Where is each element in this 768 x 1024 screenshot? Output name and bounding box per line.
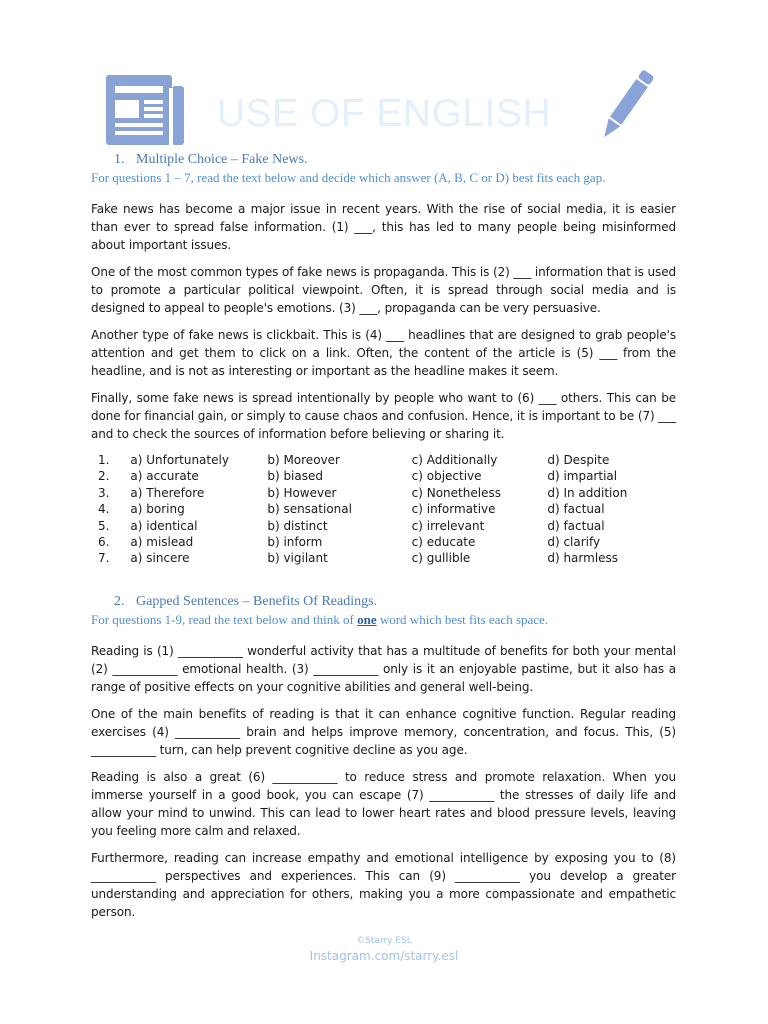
copyright-text: ©Starry ESL (356, 936, 412, 946)
answer-option-a: a) identical (130, 518, 198, 533)
answer-option-c: c) informative (411, 502, 496, 517)
paragraph: Finally, some fake news is spread intentionally by people who want to (6) ___ others. This can be done for financial gain, or simply to cause chaos and confusion. Hence, it is important to be (7) ___ and to check the sources of information before believing or sharing it. (91, 391, 676, 441)
answer-option-d: d) Despite (547, 453, 610, 467)
answer-option-b: b) However (267, 485, 337, 500)
answer-option-a: a) mislead (130, 535, 194, 550)
instagram-link[interactable]: Instagram.com/starry.esl (309, 949, 459, 963)
answer-option-b: b) vigilant (267, 551, 328, 566)
answer-option-a: a) sincere (130, 551, 190, 566)
question-number: 3. (98, 485, 110, 500)
answer-option-a: a) Therefore (130, 485, 205, 500)
answer-option-d: d) In addition (547, 485, 628, 500)
question-number: 4. (98, 502, 110, 517)
option-row (91, 501, 676, 517)
answer-option-b: b) biased (267, 469, 323, 484)
answer-option-c: c) gullible (411, 551, 471, 566)
paragraph: Fake news has become a major issue in recent years. With the rise of social media, it is easier than ever to spread false information. (1) ___, this has led to many people being misinformed about important issues. (91, 202, 676, 252)
paragraph: Another type of fake news is clickbait. This is (4) ___ headlines that are designed to grab people's attention and get them to click on a link. Often, the content of the article is (5) ___ from the headline, and is not as interesting or important as the headline makes it seem. (91, 328, 676, 378)
page-title: USE OF ENGLISH (216, 92, 552, 135)
section-heading: 1. Multiple Choice – Fake News. (114, 152, 308, 167)
option-row (91, 534, 676, 550)
answer-option-d: d) impartial (547, 469, 618, 484)
footer (0, 934, 768, 964)
answer-option-c: c) Nonetheless (411, 485, 501, 500)
section-instructions: For questions 1-9, read the text below and think of one word which best fits each space. (91, 612, 549, 627)
paragraph: Reading is also a great (6) ___________ to reduce stress and promote relaxation. When you immerse yourself in a good book, you can escape (7) ___________ the stresses of daily life and allow your mind to unwind. This can lead to lower heart rates and blood pressure levels, leaving you feeling more calm and relaxed. (91, 770, 676, 838)
answer-option-b: b) sensational (267, 502, 352, 517)
question-number: 7. (98, 551, 110, 566)
answer-option-b: b) inform (267, 535, 323, 550)
answer-option-b: b) Moreover (267, 453, 340, 467)
section-instructions: For questions 1 – 7, read the text below and decide which answer (A, B, C or D) best fits each gap. (91, 170, 606, 185)
answer-option-c: c) educate (411, 535, 476, 550)
answer-option-d: d) factual (547, 518, 605, 533)
paragraph: Reading is (1) ___________ wonderful activity that has a multitude of benefits for both your mental (2) ___________ emotional health. (3) ___________ only is it an enjoyable pastime, but it also has a range of positive effects on your cognitive abilities and general well-being. (91, 644, 676, 694)
question-number: 1. (98, 453, 110, 467)
option-row (91, 550, 676, 566)
question-number: 6. (98, 535, 110, 550)
answer-option-d: d) clarify (547, 535, 601, 550)
option-row (91, 518, 676, 534)
answer-options-table (91, 452, 676, 567)
answer-option-a: a) accurate (130, 469, 199, 484)
section-gapped-sentences (91, 593, 676, 930)
answer-option-c: c) irrelevant (411, 518, 485, 533)
answer-option-b: b) distinct (267, 518, 328, 533)
answer-option-a: a) Unfortunately (130, 453, 229, 467)
answer-option-a: a) boring (130, 502, 185, 517)
option-row (91, 468, 676, 484)
answer-option-c: c) Additionally (411, 453, 498, 467)
paragraph: One of the main benefits of reading is that it can enhance cognitive function. Regular reading exercises (4) ___________ brain and helps improve memory, concentration, and focus. This, (5) ___________ turn, can help prevent cognitive decline as you age. (91, 707, 676, 757)
answer-option-c: c) objective (411, 469, 482, 484)
question-number: 2. (98, 469, 110, 484)
section-multiple-choice (91, 151, 676, 567)
worksheet-content (91, 151, 676, 919)
section-heading: 2. Gapped Sentences – Benefits Of Readings. (114, 594, 378, 609)
emphasis-word: one (357, 612, 377, 627)
answer-option-d: d) harmless (547, 551, 619, 566)
paragraph: One of the most common types of fake news is propaganda. This is (2) ___ information that is used to promote a particular political viewpoint. Often, it is spread through social media and is designed to appeal to people's emotions. (3) ___, propaganda can be very persuasive. (91, 265, 676, 315)
option-row (91, 452, 676, 468)
paragraph: Furthermore, reading can increase empathy and emotional intelligence by exposing you to (8) ___________ perspectives and experiences. This can (9) ___________ you develop a greater understanding and appreciation for others, making you a more compassionate and empathetic person. (91, 851, 676, 919)
option-row (91, 485, 676, 501)
question-number: 5. (98, 518, 110, 533)
pencil-icon (596, 64, 656, 148)
answer-option-d: d) factual (547, 502, 605, 517)
